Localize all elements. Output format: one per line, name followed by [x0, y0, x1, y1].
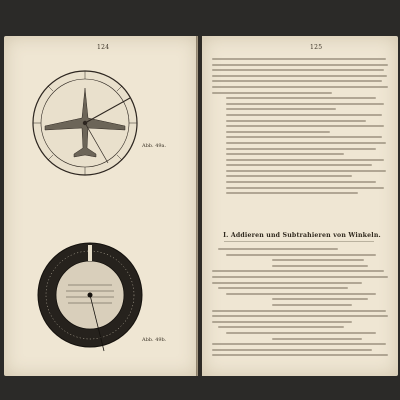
text-line [226, 125, 384, 127]
text-line [272, 338, 362, 340]
text-line [226, 97, 376, 99]
text-line [212, 321, 352, 323]
text-line [212, 64, 388, 66]
text-line [272, 304, 352, 306]
text-line [226, 170, 386, 172]
text-line [212, 343, 386, 345]
text-line [212, 58, 386, 60]
figure-b-caption: Abb. 49b. [142, 337, 167, 343]
heading-rule [224, 241, 374, 242]
text-line [212, 349, 372, 351]
text-line [226, 120, 366, 122]
text-line [226, 293, 376, 295]
text-line [226, 136, 382, 138]
text-line [218, 287, 348, 289]
aircraft-compass-figure [30, 68, 140, 178]
text-line [212, 315, 388, 317]
calculator-disc-figure [36, 241, 144, 363]
text-line [212, 354, 388, 356]
upper-body-text [212, 58, 388, 198]
text-line [226, 131, 330, 133]
text-line [226, 103, 384, 105]
text-line [212, 80, 382, 82]
text-line [226, 114, 382, 116]
text-line [226, 332, 376, 334]
text-line [226, 192, 358, 194]
text-line [218, 326, 344, 328]
text-line [212, 86, 388, 88]
right-page [202, 36, 398, 376]
text-line [226, 148, 376, 150]
left-page-number: 124 [97, 44, 110, 51]
text-line [212, 276, 388, 278]
text-line [226, 181, 376, 183]
text-line [226, 159, 384, 161]
text-line [226, 164, 372, 166]
text-line [212, 75, 387, 77]
text-line [272, 265, 368, 267]
text-line [218, 248, 338, 250]
text-line [212, 92, 332, 94]
right-page-number: 125 [310, 44, 323, 51]
section-heading: I. Addieren und Subtrahieren von Winkeln. [223, 232, 381, 239]
text-line [212, 282, 362, 284]
text-line [226, 153, 344, 155]
left-page [4, 36, 198, 376]
figure-a-caption: Abb. 49a. [142, 143, 167, 149]
text-line [212, 310, 386, 312]
text-line [226, 175, 352, 177]
text-line [212, 69, 384, 71]
lower-body-text [212, 248, 388, 360]
text-line [226, 108, 336, 110]
text-line [272, 298, 368, 300]
text-line [226, 187, 384, 189]
text-line [226, 142, 386, 144]
text-line [272, 259, 364, 261]
text-line [226, 254, 376, 256]
compass-center-pin [83, 121, 87, 125]
disc-index-mark [88, 245, 92, 261]
text-line [212, 270, 384, 272]
